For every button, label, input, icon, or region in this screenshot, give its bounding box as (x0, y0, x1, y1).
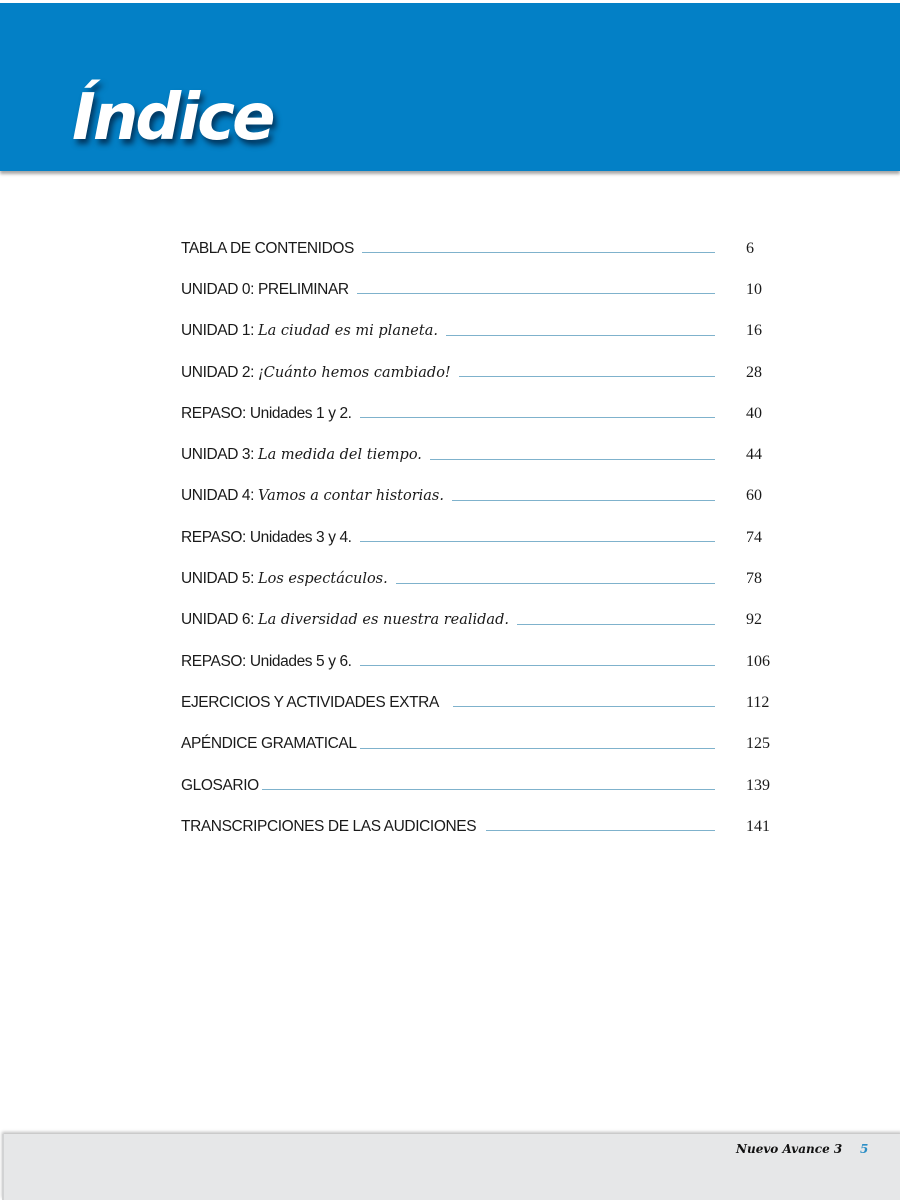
toc-entry-label: GLOSARIO (181, 776, 259, 794)
toc-entry[interactable] (181, 476, 781, 517)
toc-entry[interactable] (181, 600, 781, 641)
toc-entry[interactable] (181, 806, 781, 847)
toc-leader-line (262, 789, 715, 790)
toc-entry-label: REPASO: Unidades 5 y 6. (181, 652, 352, 670)
toc-entry-label: TRANSCRIPCIONES DE LAS AUDICIONES (181, 817, 477, 835)
toc-entry[interactable] (181, 765, 781, 806)
toc-leader-line (486, 830, 715, 831)
footer-page-number: 5 (860, 1142, 869, 1156)
toc-page-number: 78 (746, 570, 762, 588)
toc-leader-line (452, 500, 715, 501)
toc-leader-line (362, 252, 715, 253)
toc-entry[interactable] (181, 724, 781, 765)
toc-entry-label: UNIDAD 0: PRELIMINAR (181, 280, 349, 298)
toc-page-number: 112 (746, 693, 770, 711)
page-title: Índice (72, 81, 273, 155)
toc-entry[interactable] (181, 434, 781, 475)
toc-page-number: 125 (746, 735, 770, 753)
toc-leader-line (459, 376, 715, 377)
toc-entry-label: REPASO: Unidades 1 y 2. (181, 404, 352, 422)
toc-entry-label: UNIDAD 4: Vamos a contar historias. (181, 487, 444, 505)
toc-page-number: 44 (746, 446, 762, 464)
toc-page-number: 28 (746, 363, 762, 381)
toc-leader-line (396, 583, 715, 584)
toc-entry[interactable] (181, 393, 781, 434)
toc-entry[interactable] (181, 682, 781, 723)
toc-leader-line (360, 541, 715, 542)
toc-page-number: 139 (746, 776, 770, 794)
toc-page-number: 74 (746, 528, 762, 546)
toc-entry-label: APÉNDICE GRAMATICAL (181, 735, 357, 753)
toc-page-number: 40 (746, 404, 762, 422)
toc-leader-line (446, 335, 715, 336)
toc-entry[interactable] (181, 352, 781, 393)
toc-entry-label: UNIDAD 3: La medida del tiempo. (181, 446, 422, 464)
toc-entry[interactable] (181, 269, 781, 310)
toc-page-number: 10 (746, 280, 762, 298)
toc-entry[interactable] (181, 558, 781, 599)
toc-page-number: 106 (746, 652, 770, 670)
toc-entry-label: UNIDAD 2: ¡Cuánto hemos cambiado! (181, 363, 451, 381)
toc-entry[interactable] (181, 228, 781, 269)
toc-entry-label: UNIDAD 5: Los espectáculos. (181, 570, 388, 588)
toc-leader-line (360, 665, 715, 666)
toc-leader-line (360, 417, 715, 418)
toc-leader-line (430, 459, 715, 460)
toc-entry-label: REPASO: Unidades 3 y 4. (181, 528, 352, 546)
footer-book-title: Nuevo Avance 3 (736, 1142, 843, 1156)
toc-page-number: 141 (746, 817, 770, 835)
toc-entry-label: TABLA DE CONTENIDOS (181, 239, 354, 257)
toc-entry-label: EJERCICIOS Y ACTIVIDADES EXTRA (181, 693, 439, 711)
toc-page-number: 6 (746, 239, 754, 257)
toc-leader-line (360, 748, 715, 749)
toc-entry[interactable] (181, 311, 781, 352)
toc-leader-line (453, 706, 715, 707)
toc-entry-label: UNIDAD 6: La diversidad es nuestra realidad. (181, 611, 509, 629)
toc-entry-label: UNIDAD 1: La ciudad es mi planeta. (181, 322, 438, 340)
toc-page-number: 16 (746, 322, 762, 340)
toc-page-number: 92 (746, 611, 762, 629)
toc-entry[interactable] (181, 517, 781, 558)
toc-leader-line (517, 624, 715, 625)
table-of-contents (181, 228, 781, 847)
toc-page-number: 60 (746, 487, 762, 505)
toc-leader-line (357, 293, 715, 294)
toc-entry[interactable] (181, 641, 781, 682)
